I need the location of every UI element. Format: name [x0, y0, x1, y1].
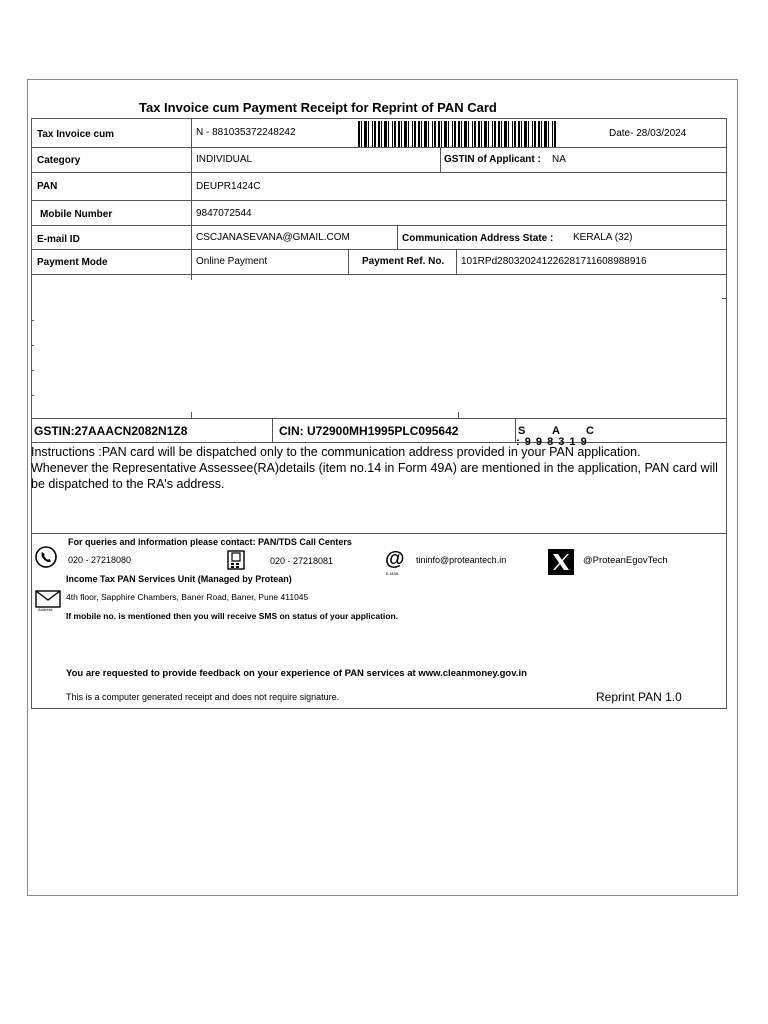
row-divider	[31, 418, 727, 419]
sms-note: If mobile no. is mentioned then you will receive SMS on status of your application.	[66, 611, 399, 621]
column-divider	[440, 147, 441, 172]
column-divider	[348, 249, 349, 274]
column-tick	[458, 412, 459, 418]
payment-mode-label: Payment Mode	[37, 257, 108, 268]
sac-letter-a: A	[552, 425, 560, 437]
address: 4th floor, Sapphire Chambers, Baner Road, Baner, Pune 411045	[66, 592, 309, 602]
row-divider	[31, 274, 727, 275]
phone-number-2: 020 - 27218081	[270, 556, 334, 566]
barcode	[358, 121, 558, 147]
row-divider	[31, 172, 727, 173]
instruction-line-2: Whenever the Representative Assessee(RA)details (item no.14 in Form 49A) are mentioned in the application, PAN card will be dispatched to the RA's address.	[31, 461, 718, 491]
instruction-line-1: Instructions :PAN card will be dispatched only to the communication address provided in your PAN application.	[31, 445, 641, 459]
company-gstin: GSTIN:27AAACN2082N1Z8	[34, 424, 188, 438]
margin-tick	[31, 320, 34, 321]
contact-email: tininfo@proteantech.in	[416, 555, 507, 565]
phone-icon	[35, 546, 57, 573]
column-divider	[397, 225, 398, 249]
email-icon-caption: E-MAIL	[386, 571, 400, 576]
invoice-date: Date- 28/03/2024	[609, 128, 687, 139]
address-icon-caption: Address	[38, 607, 53, 612]
row-divider	[31, 200, 727, 201]
mobile-label: Mobile Number	[40, 209, 113, 220]
column-tick	[191, 412, 192, 418]
payment-ref-label: Payment Ref. No.	[362, 256, 445, 267]
tax-invoice-label: Tax Invoice cum	[37, 129, 115, 140]
tax-invoice-number: N - 881035372248242	[196, 127, 296, 138]
feedback-note: You are requested to provide feedback on your experience of PAN services at www.cleanmoney.gov.in	[66, 668, 527, 679]
comm-state-label: Communication Address State :	[402, 233, 554, 244]
phone-number-1: 020 - 27218080	[68, 555, 132, 565]
email-value: CSCJANASEVANA@GMAIL.COM	[196, 232, 350, 243]
mobile-value: 9847072544	[196, 208, 252, 219]
margin-tick	[722, 298, 727, 299]
column-divider	[456, 249, 457, 274]
category-value: INDIVIDUAL	[196, 154, 253, 165]
row-divider	[31, 147, 727, 148]
twitter-handle: @ProteanEgovTech	[583, 555, 668, 566]
computer-generated-note: This is a computer generated receipt and does not require signature.	[66, 692, 340, 702]
margin-tick	[31, 370, 34, 371]
gstin-applicant-label: GSTIN of Applicant :	[444, 154, 541, 165]
services-unit: Income Tax PAN Services Unit (Managed by Protean)	[66, 574, 292, 584]
pan-value: DEUPR1424C	[196, 181, 261, 192]
row-divider	[31, 225, 727, 226]
sac-code: : 9 9 8 3 1 9	[516, 436, 588, 448]
row-divider	[31, 442, 727, 443]
email-label: E-mail ID	[37, 234, 80, 245]
margin-tick	[31, 395, 34, 396]
sac-letter-s: S	[518, 425, 526, 437]
receipt-version: Reprint PAN 1.0	[596, 690, 682, 704]
at-email-icon: @	[385, 548, 405, 570]
fax-icon	[227, 550, 245, 575]
sac-letter-c: C	[586, 425, 594, 437]
row-divider	[31, 533, 727, 534]
x-logo-icon	[548, 549, 574, 580]
document-title: Tax Invoice cum Payment Receipt for Reprint of PAN Card	[139, 100, 497, 115]
column-divider	[272, 418, 273, 442]
contact-heading: For queries and information please contact: PAN/TDS Call Centers	[68, 537, 352, 547]
instructions	[31, 444, 725, 492]
gstin-applicant-value: NA	[552, 154, 566, 165]
pan-label: PAN	[37, 181, 58, 192]
company-cin: CIN: U72900MH1995PLC095642	[279, 424, 459, 438]
payment-ref-value: 101RPd280320241226281711608988916	[461, 256, 647, 267]
payment-mode-value: Online Payment	[196, 256, 268, 267]
comm-state-value: KERALA (32)	[573, 232, 633, 243]
column-divider	[191, 118, 192, 280]
margin-tick	[31, 345, 34, 346]
category-label: Category	[37, 155, 81, 166]
row-divider	[31, 249, 727, 250]
